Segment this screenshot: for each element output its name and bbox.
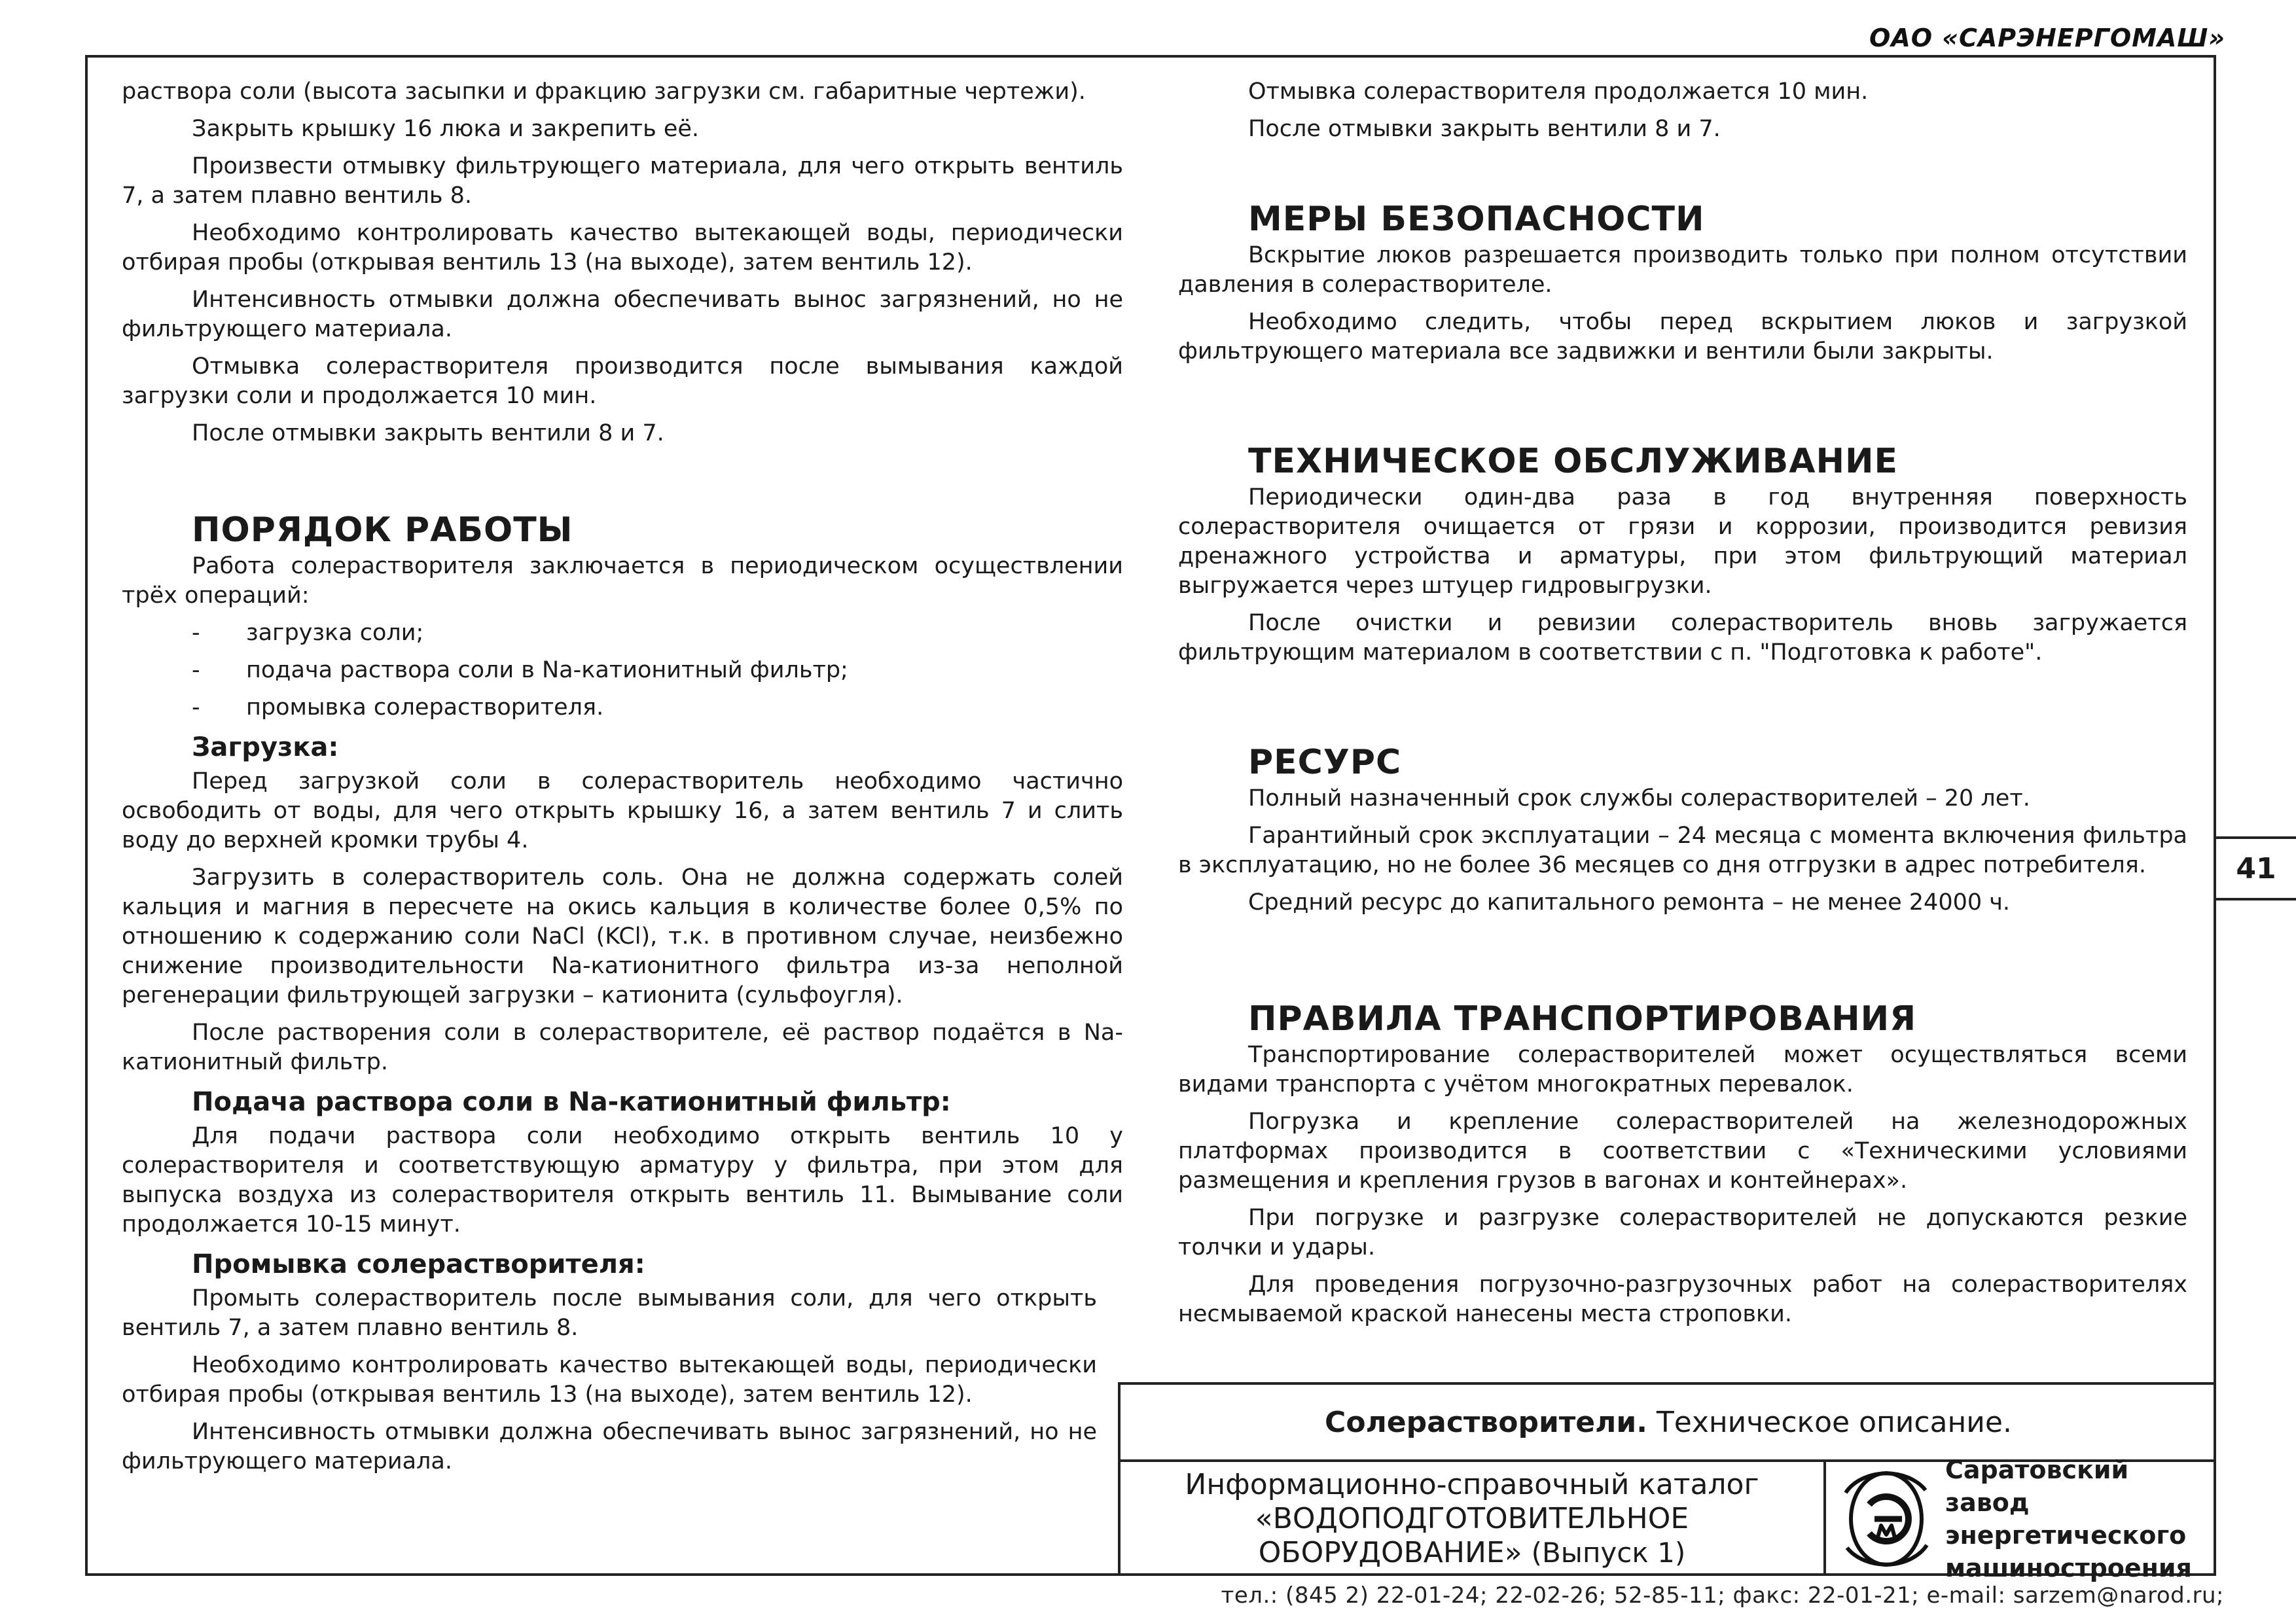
paragraph: раствора соли (высота засыпки и фракцию загрузки см. габаритные чертежи).: [122, 79, 1086, 105]
right-column: [1178, 77, 2187, 1337]
subheading-feed: Подача раствора соли в Na-катионитный фильтр:: [192, 1087, 951, 1117]
section-heading-service: ТЕХНИЧЕСКОЕ ОБСЛУЖИВАНИЕ: [1248, 442, 1899, 481]
paragraph: Полный назначенный срок службы солерастворителей – 20 лет.: [1248, 785, 2030, 812]
catalog-line: «ВОДОПОДГОТОВИТЕЛЬНОЕ: [1255, 1502, 1689, 1535]
catalog-line: [1259, 1536, 1685, 1570]
paragraph: Отмывка солерастворителя производится после вымывания каждой загрузки соли и продолжается 10 мин.: [122, 353, 1123, 409]
paragraph: Произвести отмывку фильтрующего материала, для чего открыть вентиль 7, а затем плавно вентиль 8.: [122, 153, 1123, 209]
manufacturer-line: машиностроения: [1945, 1554, 2192, 1582]
company-logo-icon: [1834, 1467, 1939, 1571]
manufacturer-block: [1826, 1455, 2216, 1582]
section-heading-resource: РЕСУРС: [1248, 743, 1402, 782]
paragraph: Транспортирование солерастворителей может осуществляться всеми видами транспорта с учётом многократных перевалок.: [1178, 1042, 2187, 1097]
section-heading-transport: ПРАВИЛА ТРАНСПОРТИРОВАНИЯ: [1248, 999, 1917, 1039]
paragraph: Закрыть крышку 16 люка и закрепить её.: [192, 116, 700, 142]
catalog-name: ОБОРУДОВАНИЕ»: [1258, 1536, 1522, 1569]
list-item-text: промывка солерастворителя.: [246, 694, 604, 721]
list-item-text: загрузка соли;: [246, 620, 424, 646]
paragraph: Отмывка солерастворителя продолжается 10 мин.: [1248, 79, 1869, 105]
paragraph: Интенсивность отмывки должна обеспечивать вынос загрязнений, но не фильтрующего материала.: [122, 287, 1123, 342]
paragraph: Загрузить в солерастворитель соль. Она не должна содержать солей кальция и магния в пересчете на окись кальция в количестве более 0,5% по отношению к содержанию соли NaCl (KCl), т.к. в противном случае, неизбежно снижение производительности Na-катионитного фильтра из-за неполной регенерации фильтрующей загрузки – катионита (сульфоугля).: [122, 865, 1123, 1008]
catalog-issue: (Выпуск 1): [1531, 1537, 1686, 1569]
manufacturer-line: энергетического: [1945, 1521, 2187, 1550]
paragraph: Промыть солерастворитель после вымывания соли, для чего открыть вентиль 7, а затем плавно вентиль 8.: [122, 1285, 1097, 1341]
paragraph: Периодически один-два раза в год внутренняя поверхность солерастворителя очищается от грязи и коррозии, производится ревизия дренажного устройства и арматуры, при этом фильтрующий материал выгружается через штуцер гидровыгрузки.: [1178, 484, 2187, 599]
paragraph: Для проведения погрузочно-разгрузочных работ на солерастворителях несмываемой краской нанесены места строповки.: [1178, 1272, 2187, 1327]
document-title-bold: Солерастворители.: [1325, 1405, 1647, 1439]
left-column: [122, 77, 1123, 1484]
list-dash: -: [192, 657, 200, 683]
manufacturer-line: Саратовский завод: [1945, 1455, 2129, 1517]
paragraph: Гарантийный срок эксплуатации – 24 месяца с момента включения фильтра в эксплуатацию, но не более 36 месяцев со дня отгрузки в адрес потребителя.: [1178, 823, 2187, 878]
list-dash: -: [192, 620, 200, 646]
company-header: ОАО «САРЭНЕРГОМАШ»: [1869, 24, 2225, 52]
footer-block: [1118, 1382, 2216, 1582]
subheading-load: Загрузка:: [192, 732, 339, 762]
manufacturer-name: [1945, 1454, 2216, 1584]
paragraph: Вскрытие люков разрешается производить только при полном отсутствии давления в солерастворителе.: [1178, 242, 2187, 298]
paragraph: После растворения соли в солерастворителе, её раствор подаётся в Na-катионитный фильтр.: [122, 1020, 1123, 1075]
catalog-info: [1121, 1462, 1826, 1576]
paragraph: Погрузка и крепление солерастворителей на железнодорожных платформах производится в соответствии с «Техническими условиями размещения и крепления грузов в вагонах и контейнерах».: [1178, 1109, 2187, 1194]
section-heading-order: ПОРЯДОК РАБОТЫ: [192, 510, 573, 550]
list-item-text: подача раствора соли в Na-катионитный фильтр;: [246, 657, 848, 683]
subheading-rinse: Промывка солерастворителя:: [192, 1249, 645, 1279]
contact-line: тел.: (845 2) 22-01-24; 22-02-26; 52-85-11; факс: 22-01-21; e-mail: sarzem@narod.ru;: [1221, 1582, 2224, 1609]
paragraph: Средний ресурс до капитального ремонта – не менее 24000 ч.: [1248, 889, 2011, 916]
paragraph: Необходимо контролировать качество вытекающей воды, периодически отбирая пробы (открывая вентиль 13 (на выходе), затем вентиль 12).: [122, 1352, 1097, 1408]
operations-list: [122, 618, 1123, 722]
document-title-rest: Техническое описание.: [1656, 1405, 2012, 1439]
catalog-line: Информационно-справочный каталог: [1185, 1468, 1759, 1501]
section-heading-safety: МЕРЫ БЕЗОПАСНОСТИ: [1248, 200, 1705, 239]
paragraph: После отмывки закрыть вентили 8 и 7.: [192, 420, 664, 446]
list-item: [122, 656, 1123, 685]
paragraph: После отмывки закрыть вентили 8 и 7.: [1248, 116, 1721, 142]
paragraph: Необходимо следить, чтобы перед вскрытием люков и загрузкой фильтрующего материала все задвижки и вентили были закрыты.: [1178, 309, 2187, 365]
paragraph: Для подачи раствора соли необходимо открыть вентиль 10 у солерастворителя и соответствующую арматуру у фильтра, при этом для выпуска воздуха из солерастворителя открыть вентиль 11. Вымывание соли продолжается 10-15 минут.: [122, 1123, 1123, 1238]
list-item: [122, 618, 1123, 648]
paragraph: После очистки и ревизии солерастворитель вновь загружается фильтрующим материалом в соответствии с п. "Подготовка к работе".: [1178, 610, 2187, 666]
document-title: [1121, 1385, 2216, 1462]
page-number: 41: [2216, 836, 2296, 901]
paragraph: Необходимо контролировать качество вытекающей воды, периодически отбирая пробы (открывая вентиль 13 (на выходе), затем вентиль 12).: [122, 220, 1123, 276]
list-item: [122, 693, 1123, 722]
paragraph: Интенсивность отмывки должна обеспечивать вынос загрязнений, но не фильтрующего материала.: [122, 1419, 1097, 1474]
paragraph: Перед загрузкой соли в солерастворитель необходимо частично освободить от воды, для чего открыть крышку 16, а затем вентиль 7 и слить воду до верхней кромки трубы 4.: [122, 768, 1123, 853]
list-dash: -: [192, 694, 200, 721]
paragraph: При погрузке и разгрузке солерастворителей не допускаются резкие толчки и удары.: [1178, 1205, 2187, 1260]
paragraph: Работа солерастворителя заключается в периодическом осуществлении трёх операций:: [122, 553, 1123, 609]
